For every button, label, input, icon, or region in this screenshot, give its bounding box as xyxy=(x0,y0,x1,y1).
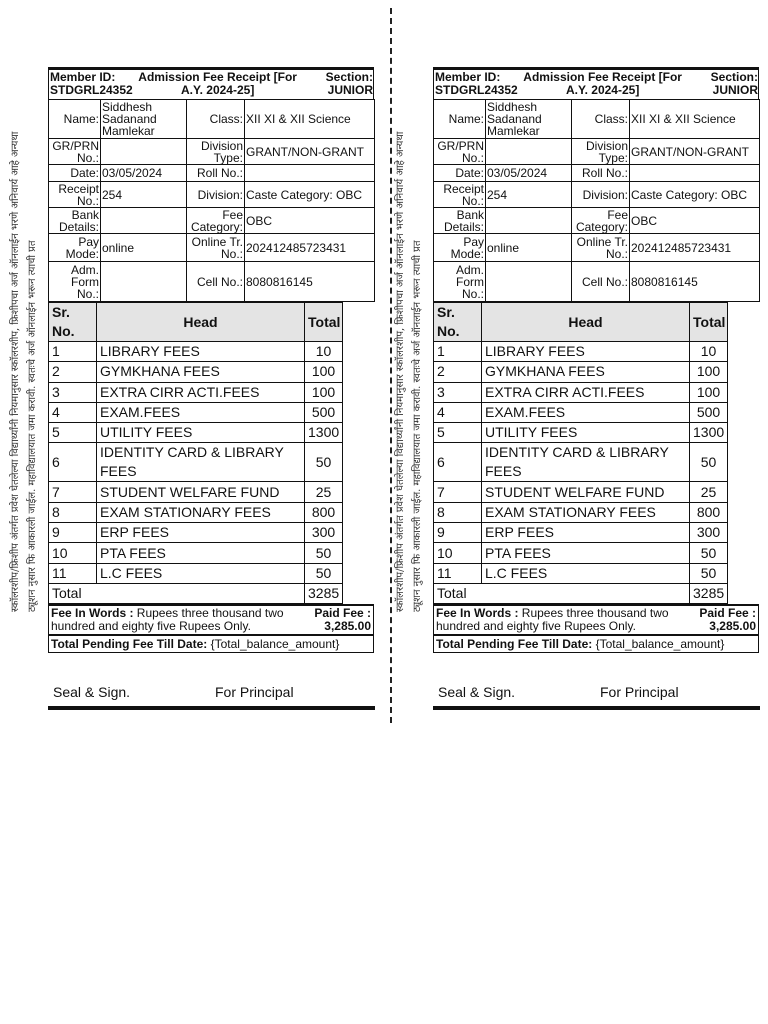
fee-head: EXTRA CIRR ACTI.FEES xyxy=(482,382,690,402)
division-type-label: Division Type: xyxy=(572,139,630,165)
fee-total: 50 xyxy=(690,543,728,563)
grand-total: 3285 xyxy=(690,583,728,603)
fee-sr-no: 5 xyxy=(434,423,482,443)
fee-total-row xyxy=(49,583,375,603)
fee-category-value: OBC xyxy=(630,208,760,234)
col-head: Head xyxy=(97,303,305,342)
scholarship-note: स्कॉलरशीप/फ्रिशीप अंतर्गत प्रवेश घेतलेल्या विद्यार्थ्यांनी नियमानुसार स्कॉलरशीप, फ्रिशीपचा अर्ज ऑनलाईन भरणे अनिवार्य आहे अन्यथा ट्यूशन नुसार फि आकारली जाईल. महाविद्यालयात जमा करावी. स्वतःचे अर्ज ऑनलाईन भरून त्याची प्रत xyxy=(10,131,38,612)
academic-year: A.Y. 2024-25] xyxy=(180,83,255,97)
pay-mode-label: Pay Mode: xyxy=(434,234,486,262)
fee-head: UTILITY FEES xyxy=(97,423,305,443)
fee-total: 300 xyxy=(305,523,343,543)
name-label: Name: xyxy=(434,100,486,139)
signature-row xyxy=(433,684,759,700)
receipt-copy-right xyxy=(385,0,768,1024)
fee-row xyxy=(49,482,375,502)
date-label: Date: xyxy=(49,165,101,182)
cell-value: 8080816145 xyxy=(630,262,760,302)
fee-sr-no: 8 xyxy=(49,502,97,522)
fee-head: EXTRA CIRR ACTI.FEES xyxy=(97,382,305,402)
class-value: XII XI & XII Science xyxy=(630,100,760,139)
fee-total: 100 xyxy=(690,382,728,402)
roll-value xyxy=(245,165,375,182)
date-label: Date: xyxy=(434,165,486,182)
adm-form-value xyxy=(101,262,187,302)
bank-value xyxy=(101,208,187,234)
fee-total: 50 xyxy=(305,563,343,583)
fee-receipt xyxy=(433,67,759,653)
receipt-header xyxy=(433,67,759,99)
roll-label: Roll No.: xyxy=(572,165,630,182)
fee-head: STUDENT WELFARE FUND xyxy=(482,482,690,502)
bank-label: Bank Details: xyxy=(434,208,486,234)
for-principal: For Principal xyxy=(215,684,294,700)
fee-row xyxy=(49,423,375,443)
fee-row xyxy=(434,382,760,402)
fee-table xyxy=(48,302,375,604)
pay-mode-value: online xyxy=(486,234,572,262)
fee-head: EXAM.FEES xyxy=(482,402,690,422)
fee-total: 300 xyxy=(690,523,728,543)
fee-sr-no: 2 xyxy=(434,362,482,382)
fee-total: 25 xyxy=(690,482,728,502)
fee-row xyxy=(434,402,760,422)
pending-value: {Total_balance_amount} xyxy=(595,637,725,652)
member-id: STDGRL24352 xyxy=(435,83,518,97)
fee-row xyxy=(49,563,375,583)
fee-row xyxy=(434,362,760,382)
fee-head: GYMKHANA FEES xyxy=(97,362,305,382)
online-tr-value: 202412485723431 xyxy=(630,234,760,262)
receipt-title: Admission Fee Receipt [For xyxy=(138,70,297,84)
col-sr-no: Sr. No. xyxy=(49,303,97,342)
fee-head: IDENTITY CARD & LIBRARY FEES xyxy=(97,443,305,482)
division-type-label: Division Type: xyxy=(187,139,245,165)
online-tr-value: 202412485723431 xyxy=(245,234,375,262)
col-head: Head xyxy=(482,303,690,342)
receipt-no-label: Receipt No.: xyxy=(49,182,101,208)
class-value: XII XI & XII Science xyxy=(245,100,375,139)
seal-sign: Seal & Sign. xyxy=(53,684,131,700)
grand-total: 3285 xyxy=(305,583,343,603)
fee-total-row xyxy=(434,583,760,603)
paid-fee-value: 3,285.00 xyxy=(709,619,756,634)
fee-head: LIBRARY FEES xyxy=(97,342,305,362)
class-label: Class: xyxy=(187,100,245,139)
member-id-label: Member ID: xyxy=(50,70,116,84)
cell-label: Cell No.: xyxy=(187,262,245,302)
fee-total: 100 xyxy=(690,362,728,382)
fee-sr-no: 11 xyxy=(49,563,97,583)
fee-row xyxy=(434,563,760,583)
section-value: JUNIOR xyxy=(712,83,758,97)
online-tr-label: Online Tr. No.: xyxy=(572,234,630,262)
receipt-no-label: Receipt No.: xyxy=(434,182,486,208)
fee-sr-no: 7 xyxy=(434,482,482,502)
fee-total: 500 xyxy=(690,402,728,422)
fee-head: PTA FEES xyxy=(482,543,690,563)
fee-sr-no: 1 xyxy=(434,342,482,362)
signature-line xyxy=(433,706,760,710)
section-label: Section: xyxy=(710,70,758,84)
date-value: 03/05/2024 xyxy=(486,165,572,182)
fee-row xyxy=(434,543,760,563)
division-label: Division: xyxy=(572,182,630,208)
fee-head: L.C FEES xyxy=(482,563,690,583)
col-sr-no: Sr. No. xyxy=(434,303,482,342)
fee-total: 50 xyxy=(305,443,343,482)
date-value: 03/05/2024 xyxy=(101,165,187,182)
fee-row xyxy=(434,523,760,543)
words-value: Rupees three thousand two hundred and eighty five Rupees Only. xyxy=(436,606,669,634)
fee-category-label: Fee Category: xyxy=(187,208,245,234)
signature-row xyxy=(48,684,374,700)
academic-year: A.Y. 2024-25] xyxy=(565,83,640,97)
fee-head: EXAM.FEES xyxy=(97,402,305,422)
fee-total: 100 xyxy=(305,382,343,402)
paid-fee-label: Paid Fee : xyxy=(699,606,756,621)
division-type-value: GRANT/NON-GRANT xyxy=(630,139,760,165)
adm-form-label: Adm. Form No.: xyxy=(434,262,486,302)
fee-head: IDENTITY CARD & LIBRARY FEES xyxy=(482,443,690,482)
total-label: Total xyxy=(49,583,305,603)
student-name: Siddhesh Sadanand Mamlekar xyxy=(101,100,187,139)
fee-head: EXAM STATIONARY FEES xyxy=(482,502,690,522)
fee-row xyxy=(434,502,760,522)
fee-in-words xyxy=(433,604,759,635)
fee-total: 800 xyxy=(690,502,728,522)
fee-row xyxy=(434,423,760,443)
gr-label: GR/PRN No.: xyxy=(49,139,101,165)
fee-head: UTILITY FEES xyxy=(482,423,690,443)
fee-row xyxy=(49,382,375,402)
section-label: Section: xyxy=(325,70,373,84)
name-label: Name: xyxy=(49,100,101,139)
fee-category-label: Fee Category: xyxy=(572,208,630,234)
fee-sr-no: 8 xyxy=(434,502,482,522)
fee-table xyxy=(433,302,760,604)
signature-line xyxy=(48,706,375,710)
pending-fee xyxy=(433,635,759,653)
fee-head: PTA FEES xyxy=(97,543,305,563)
gr-value xyxy=(486,139,572,165)
bank-value xyxy=(486,208,572,234)
member-id-label: Member ID: xyxy=(435,70,501,84)
fee-total: 50 xyxy=(690,563,728,583)
fee-category-value: OBC xyxy=(245,208,375,234)
fee-total: 10 xyxy=(690,342,728,362)
fee-head: STUDENT WELFARE FUND xyxy=(97,482,305,502)
fee-total: 800 xyxy=(305,502,343,522)
fee-total: 25 xyxy=(305,482,343,502)
fee-row xyxy=(434,342,760,362)
division-value: Caste Category: OBC xyxy=(245,182,375,208)
fee-sr-no: 6 xyxy=(434,443,482,482)
fee-row xyxy=(49,502,375,522)
receipt-header xyxy=(48,67,374,99)
fee-total: 500 xyxy=(305,402,343,422)
fee-total: 10 xyxy=(305,342,343,362)
fee-head: ERP FEES xyxy=(97,523,305,543)
pending-label: Total Pending Fee Till Date: xyxy=(436,637,593,652)
fee-sr-no: 11 xyxy=(434,563,482,583)
receipt-no-value: 254 xyxy=(486,182,572,208)
division-type-value: GRANT/NON-GRANT xyxy=(245,139,375,165)
roll-value xyxy=(630,165,760,182)
total-label: Total xyxy=(434,583,690,603)
for-principal: For Principal xyxy=(600,684,679,700)
fee-sr-no: 9 xyxy=(49,523,97,543)
fee-sr-no: 10 xyxy=(49,543,97,563)
section-value: JUNIOR xyxy=(327,83,373,97)
paid-fee-label: Paid Fee : xyxy=(314,606,371,621)
adm-form-label: Adm. Form No.: xyxy=(49,262,101,302)
pending-fee xyxy=(48,635,374,653)
adm-form-value xyxy=(486,262,572,302)
fee-head: EXAM STATIONARY FEES xyxy=(97,502,305,522)
fee-row xyxy=(49,443,375,482)
division-label: Division: xyxy=(187,182,245,208)
gr-value xyxy=(101,139,187,165)
fee-total: 1300 xyxy=(305,423,343,443)
gr-label: GR/PRN No.: xyxy=(434,139,486,165)
pay-mode-label: Pay Mode: xyxy=(49,234,101,262)
class-label: Class: xyxy=(572,100,630,139)
fee-row xyxy=(49,543,375,563)
fee-total: 100 xyxy=(305,362,343,382)
online-tr-label: Online Tr. No.: xyxy=(187,234,245,262)
col-total: Total xyxy=(305,303,343,342)
pending-value: {Total_balance_amount} xyxy=(210,637,340,652)
fee-sr-no: 6 xyxy=(49,443,97,482)
fee-row xyxy=(49,362,375,382)
fee-in-words xyxy=(48,604,374,635)
division-value: Caste Category: OBC xyxy=(630,182,760,208)
fee-sr-no: 9 xyxy=(434,523,482,543)
paid-fee-value: 3,285.00 xyxy=(324,619,371,634)
fee-row xyxy=(49,402,375,422)
fee-head: L.C FEES xyxy=(97,563,305,583)
pay-mode-value: online xyxy=(101,234,187,262)
fee-row xyxy=(434,482,760,502)
fee-sr-no: 4 xyxy=(434,402,482,422)
receipt-title: Admission Fee Receipt [For xyxy=(523,70,682,84)
cell-label: Cell No.: xyxy=(572,262,630,302)
roll-label: Roll No.: xyxy=(187,165,245,182)
fee-sr-no: 1 xyxy=(49,342,97,362)
fee-receipt xyxy=(48,67,374,653)
col-total: Total xyxy=(690,303,728,342)
fee-sr-no: 4 xyxy=(49,402,97,422)
student-name: Siddhesh Sadanand Mamlekar xyxy=(486,100,572,139)
fee-row xyxy=(434,443,760,482)
fee-head: ERP FEES xyxy=(482,523,690,543)
scholarship-note: स्कॉलरशीप/फ्रिशीप अंतर्गत प्रवेश घेतलेल्या विद्यार्थ्यांनी नियमानुसार स्कॉलरशीप, फ्रिशीपचा अर्ज ऑनलाईन भरणे अनिवार्य आहे अन्यथा ट्यूशन नुसार फि आकारली जाईल. महाविद्यालयात जमा करावी. स्वतःचे अर्ज ऑनलाईन भरून त्याची प्रत xyxy=(395,131,423,612)
fee-total: 1300 xyxy=(690,423,728,443)
fee-row xyxy=(49,342,375,362)
seal-sign: Seal & Sign. xyxy=(438,684,516,700)
words-label: Fee In Words : xyxy=(436,606,519,621)
fee-sr-no: 2 xyxy=(49,362,97,382)
fee-total: 50 xyxy=(305,543,343,563)
member-id: STDGRL24352 xyxy=(50,83,133,97)
receipt-no-value: 254 xyxy=(101,182,187,208)
pending-label: Total Pending Fee Till Date: xyxy=(51,637,208,652)
fee-sr-no: 10 xyxy=(434,543,482,563)
student-info-table xyxy=(48,99,375,302)
words-label: Fee In Words : xyxy=(51,606,134,621)
bank-label: Bank Details: xyxy=(49,208,101,234)
fee-head: LIBRARY FEES xyxy=(482,342,690,362)
fee-head: GYMKHANA FEES xyxy=(482,362,690,382)
words-value: Rupees three thousand two hundred and eighty five Rupees Only. xyxy=(51,606,284,634)
fee-total: 50 xyxy=(690,443,728,482)
student-info-table xyxy=(433,99,760,302)
cell-value: 8080816145 xyxy=(245,262,375,302)
fee-sr-no: 7 xyxy=(49,482,97,502)
fee-sr-no: 5 xyxy=(49,423,97,443)
fee-sr-no: 3 xyxy=(49,382,97,402)
fee-row xyxy=(49,523,375,543)
fee-sr-no: 3 xyxy=(434,382,482,402)
